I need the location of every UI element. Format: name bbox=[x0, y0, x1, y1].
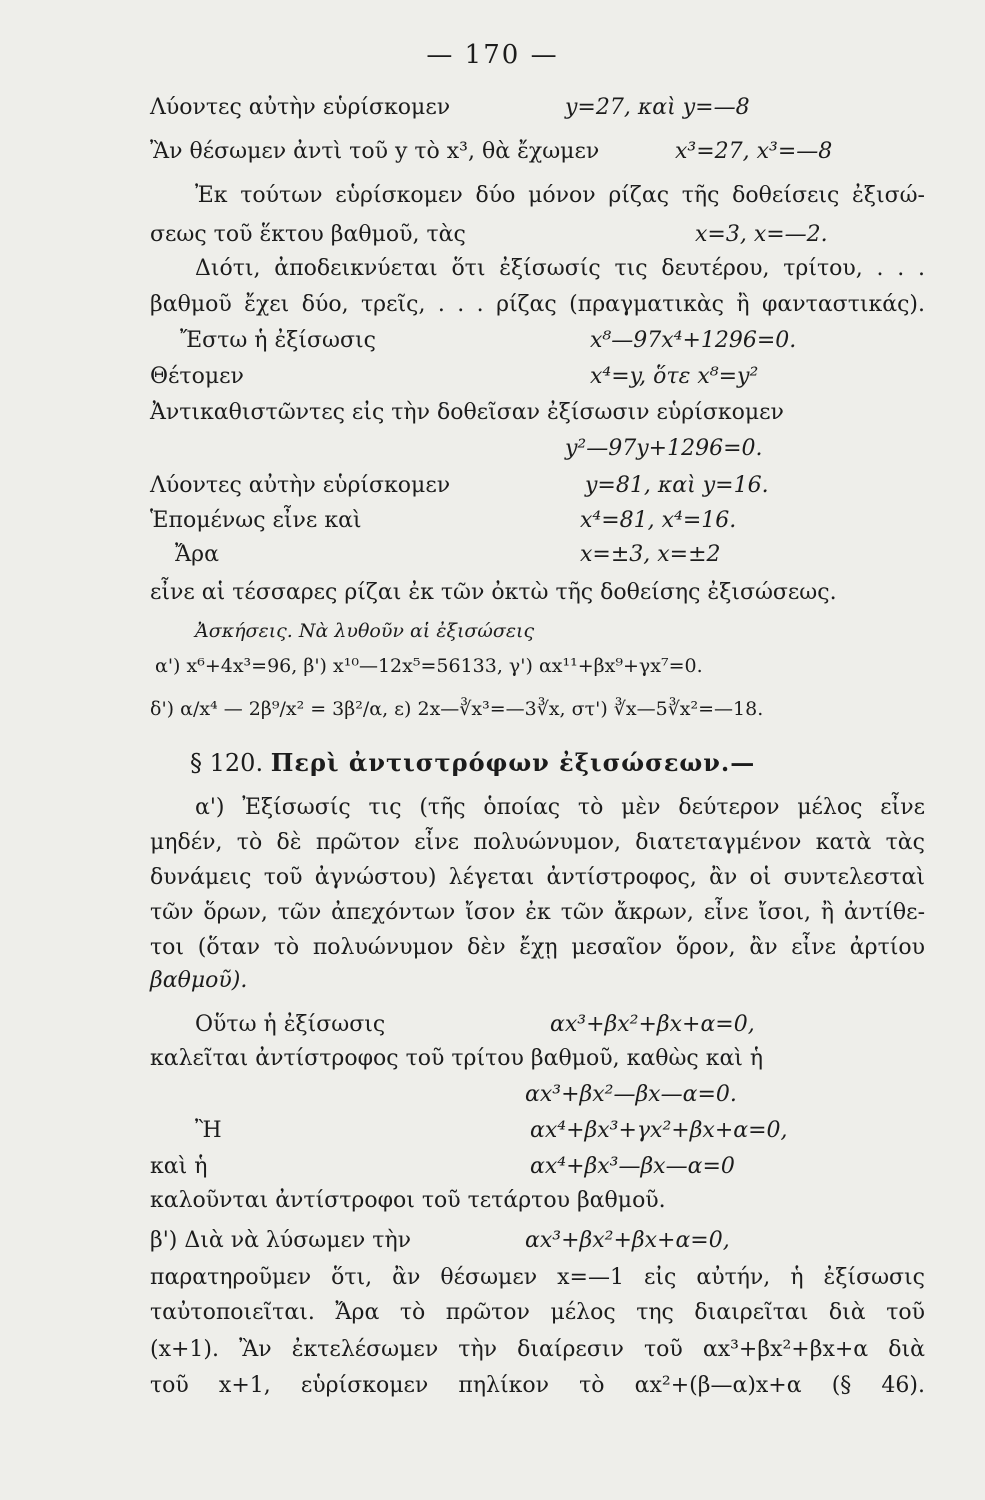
line-text: Ἑπομένως εἶνε καὶ bbox=[150, 508, 362, 533]
equation: x³=27, x³=—8 bbox=[675, 139, 833, 164]
equation: αx⁴+βx³+γx²+βx+α=0, bbox=[530, 1118, 788, 1143]
exercises-title bbox=[150, 620, 925, 656]
line-text: δυνάμεις τοῦ ἀγνώστου) λέγεται ἀντίστροφος, ἂν οἱ συντελεσταὶ bbox=[150, 865, 925, 890]
page-number: — 170 — bbox=[426, 40, 559, 70]
text-line bbox=[150, 542, 925, 578]
equation: αx³+βx²—βx—α=0. bbox=[525, 1082, 737, 1107]
equation: x⁴=y, ὅτε x⁸=y² bbox=[590, 364, 759, 389]
equation: αx³+βx²+βx+α=0, bbox=[550, 1012, 755, 1037]
equation: x=±3, x=±2 bbox=[580, 542, 721, 567]
equation: y²—97y+1296=0. bbox=[565, 436, 763, 461]
text-line bbox=[150, 968, 925, 1004]
line-text: καλοῦνται ἀντίστροφοι τοῦ τετάρτου βαθμοῦ. bbox=[150, 1188, 666, 1213]
line-text: Ἄρα bbox=[175, 542, 219, 567]
section-title: Περὶ ἀντιστρόφων ἐξισώσεων.— bbox=[270, 748, 756, 777]
text-line bbox=[150, 222, 925, 258]
text-line bbox=[150, 1265, 925, 1301]
line-text: Ἢ bbox=[195, 1118, 222, 1143]
line-text: Οὕτω ἡ ἐξίσωσις bbox=[195, 1012, 386, 1037]
line-text: τοι (ὅταν τὸ πολυώνυμον δὲν ἔχῃ μεσαῖον ὅρον, ἂν εἶνε ἀρτίου bbox=[150, 935, 925, 960]
equation: x⁸—97x⁴+1296=0. bbox=[590, 328, 797, 353]
exercise-row bbox=[150, 655, 925, 691]
text-line bbox=[150, 436, 925, 472]
line-text: παρατηροῦμεν ὅτι, ἂν θέσωμεν x=—1 εἰς αὐτήν, ἡ ἐξίσωσις bbox=[150, 1265, 925, 1290]
text-line bbox=[150, 1154, 925, 1190]
line-text: τοῦ x+1, εὑρίσκομεν πηλίκον τὸ αx²+(β—α)x+α (§ 46). bbox=[150, 1373, 925, 1398]
line-text: Ἂν θέσωμεν ἀντὶ τοῦ y τὸ x³, θὰ ἔχωμεν bbox=[150, 139, 600, 164]
equation: y=81, καὶ y=16. bbox=[585, 473, 769, 498]
text-line bbox=[150, 1300, 925, 1336]
line-text: σεως τοῦ ἕκτου βαθμοῦ, τὰς bbox=[150, 222, 466, 247]
text-line bbox=[150, 1228, 925, 1264]
line-text: βαθμοῦ ἔχει δύο, τρεῖς, . . . ρίζας (πραγματικὰς ἢ φανταστικάς). bbox=[150, 292, 925, 317]
text-line bbox=[150, 865, 925, 901]
text-line bbox=[150, 1373, 925, 1409]
exercises-title-text: Ἀσκήσεις. Νὰ λυθοῦν αἱ ἐξισώσεις bbox=[195, 620, 535, 642]
exercise-text: δ') α/x⁴ — 2β⁹/x² = 3β²/α, ε) 2x—∛x³=—3∛x, στ') ∛x—5∛x²=—18. bbox=[150, 698, 764, 720]
equation: αx⁴+βx³—βx—α=0 bbox=[530, 1154, 735, 1179]
text-line bbox=[150, 795, 925, 831]
text-line bbox=[150, 95, 925, 131]
text-line bbox=[150, 1046, 925, 1082]
text-line bbox=[150, 364, 925, 400]
text-line bbox=[150, 1012, 925, 1048]
text-line bbox=[150, 473, 925, 509]
text-line bbox=[150, 1118, 925, 1154]
line-text: α') Ἐξίσωσίς τις (τῆς ὁποίας τὸ μὲν δεύτερον μέλος εἶνε bbox=[195, 795, 925, 820]
text-line bbox=[150, 508, 925, 544]
section-number: § 120. bbox=[190, 749, 264, 777]
line-text: καὶ ἡ bbox=[150, 1154, 208, 1179]
line-text: Διότι, ἀποδεικνύεται ὅτι ἐξίσωσίς τις δευτέρου, τρίτου, . . . bbox=[195, 256, 925, 281]
text-line bbox=[150, 1188, 925, 1224]
line-text: μηδέν, τὸ δὲ πρῶτον εἶνε πολυώνυμον, διατεταγμένον κατὰ τὰς bbox=[150, 830, 925, 855]
line-text: εἶνε αἱ τέσσαρες ρίζαι ἐκ τῶν ὀκτὼ τῆς δοθείσης ἐξισώσεως. bbox=[150, 580, 837, 605]
line-text: β') Διὰ νὰ λύσωμεν τὴν bbox=[150, 1228, 411, 1253]
line-text: καλεῖται ἀντίστροφος τοῦ τρίτου βαθμοῦ, καθὼς καὶ ἡ bbox=[150, 1046, 764, 1071]
text-line bbox=[150, 1082, 925, 1118]
text-line bbox=[150, 183, 925, 219]
text-line bbox=[150, 830, 925, 866]
equation: y=27, καὶ y=—8 bbox=[565, 95, 750, 120]
text-line bbox=[150, 1337, 925, 1373]
text-line bbox=[150, 328, 925, 364]
line-text: ταὐτοποιεῖται. Ἄρα τὸ πρῶτον μέλος της διαιρεῖται διὰ τοῦ bbox=[150, 1300, 925, 1325]
line-text: Ἔστω ἡ ἐξίσωσις bbox=[180, 328, 376, 353]
line-text: Ἐκ τούτων εὑρίσκομεν δύο μόνον ρίζας τῆς δοθείσεις ἐξισώ- bbox=[195, 183, 925, 208]
exercise-row bbox=[150, 698, 925, 734]
line-text: (x+1). Ἂν ἐκτελέσωμεν τὴν διαίρεσιν τοῦ αx³+βx²+βx+α διὰ bbox=[150, 1337, 925, 1362]
exercise-text: α') x⁶+4x³=96, β') x¹⁰—12x⁵=56133, γ') αx¹¹+βx⁹+γx⁷=0. bbox=[155, 655, 703, 677]
equation: αx³+βx²+βx+α=0, bbox=[525, 1228, 730, 1253]
text-line bbox=[150, 256, 925, 292]
equation: x⁴=81, x⁴=16. bbox=[580, 508, 737, 533]
equation: x=3, x=—2. bbox=[695, 222, 828, 247]
line-text: βαθμοῦ). bbox=[150, 968, 248, 993]
text-line bbox=[150, 139, 925, 175]
text-line bbox=[150, 580, 925, 616]
text-line bbox=[150, 900, 925, 936]
text-line bbox=[150, 935, 925, 971]
section-heading bbox=[150, 748, 925, 777]
text-line bbox=[150, 292, 925, 328]
line-text: Θέτομεν bbox=[150, 364, 244, 389]
line-text: τῶν ὅρων, τῶν ἀπεχόντων ἴσον ἐκ τῶν ἄκρων, εἶνε ἴσοι, ἢ ἀντίθε- bbox=[150, 900, 925, 925]
line-text: Λύοντες αὐτὴν εὑρίσκομεν bbox=[150, 473, 451, 498]
text-line bbox=[150, 400, 925, 436]
line-text: Λύοντες αὐτὴν εὑρίσκομεν bbox=[150, 95, 451, 120]
line-text: Ἀντικαθιστῶντες εἰς τὴν δοθεῖσαν ἐξίσωσιν εὑρίσκομεν bbox=[150, 400, 784, 425]
